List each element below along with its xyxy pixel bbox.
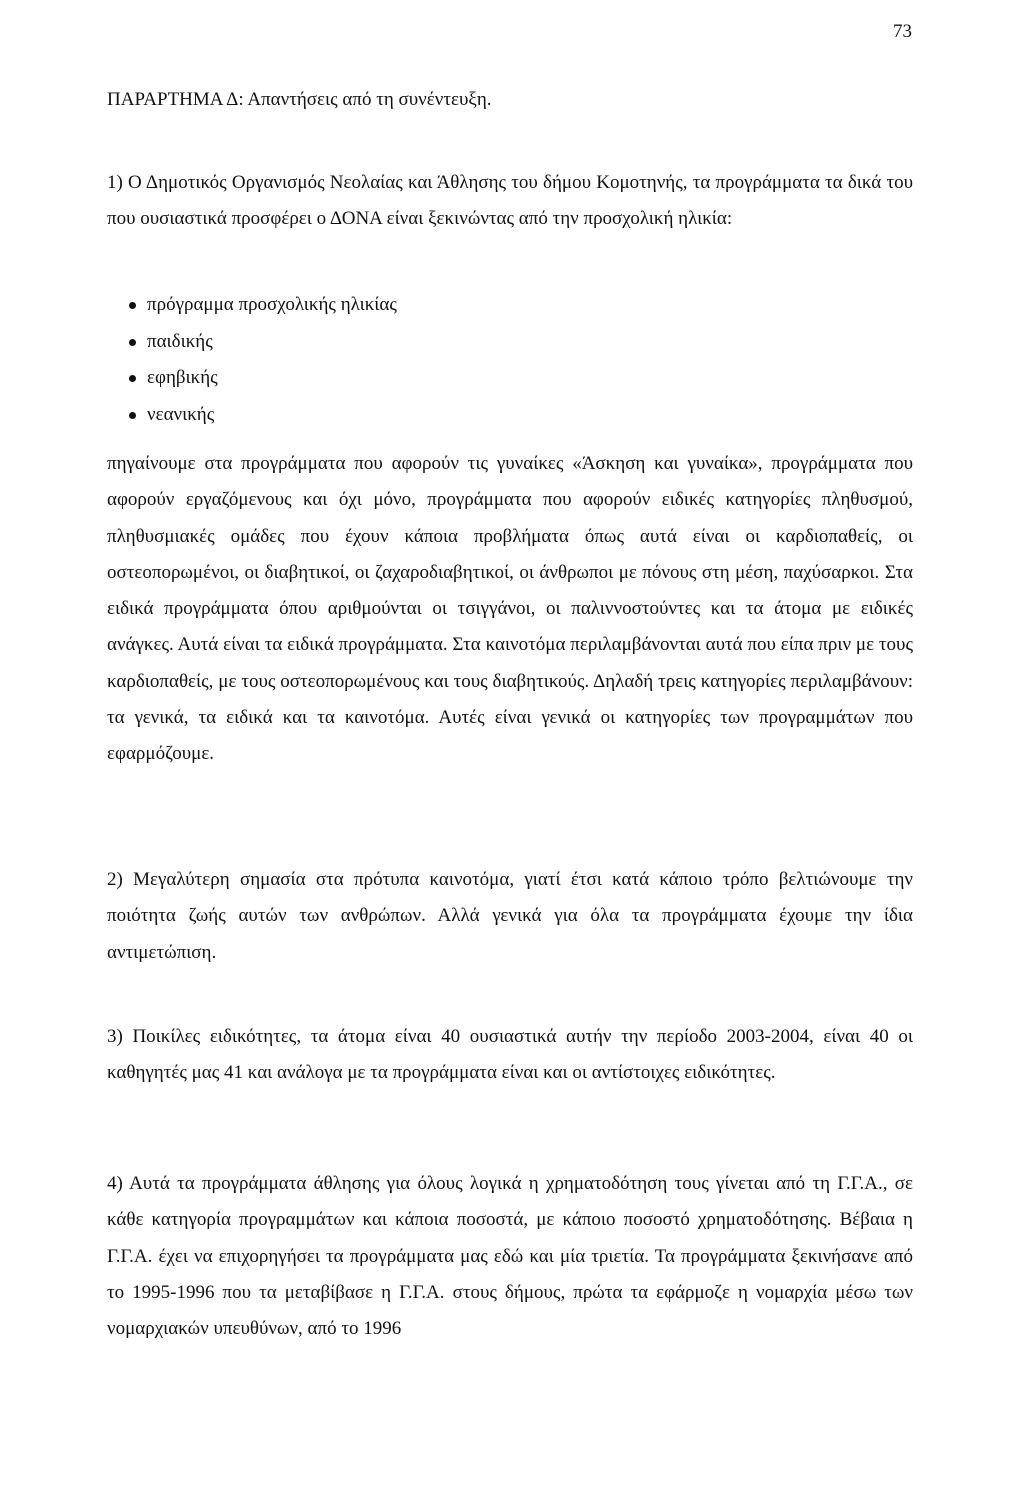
list-item [107,360,913,397]
list-item-text: πρόγραμμα προσχολικής ηλικίας [147,294,397,315]
list-item [107,397,913,434]
list-item [107,324,913,361]
list-item-text: νεανικής [147,403,215,425]
answer-2: 2) Μεγαλύτερη σημασία στα πρότυπα καινοτόμα, γιατί έτσι κατά κάποιο τρόπο βελτιώνουμε την ποιότητα ζωής αυτών των ανθρώπων. Αλλά γενικά για όλα τα προγράμματα έχουμε την ίδια αντιμετώπιση. [107,869,913,963]
appendix-heading: ΠΑΡΑΡΤΗΜΑ Δ: Απαντήσεις από τη συνέντευξη. [107,89,492,110]
answer-1-body: πηγαίνουμε στα προγράμματα που αφορούν τις γυναίκες «Άσκηση και γυναίκα», προγράμματα που αφορούν εργαζόμενους και όχι μόνο, προγράμματα που αφορούν ειδικές κατηγορίες πληθυσμού, πληθυσμιακές ομάδες που έχουν κάποια προβλήματα όπως αυτά είναι οι καρδιοπαθείς, οι οστεοπορωμένοι, οι διαβητικοί, οι ζαχαροδιαβητικοί, οι άνθρωποι με πόνους στη μέση, παχύσαρκοι. Στα ειδικά προγράμματα όπου αριθμούνται οι τσιγγάνοι, οι παλιννοστούντες και τα άτομα με ειδικές ανάγκες. Αυτά είναι τα ειδικά προγράμματα. Στα καινοτόμα περιλαμβάνονται αυτά που είπα πριν με τους καρδιοπαθείς, με τους οστεοπορωμένους και τους διαβητικούς. Δηλαδή τρεις κατηγορίες περιλαμβάνουν: τα γενικά, τα ειδικά και τα καινοτόμα. Αυτές είναι γενικά οι κατηγορίες των προγραμμάτων που εφαρμόζουμε. [107,453,913,765]
page-number: 73 [893,21,912,42]
answer-3: 3) Ποικίλες ειδικότητες, τα άτομα είναι 40 ουσιαστικά αυτήν την περίοδο 2003-2004, είναι 40 οι καθηγητές μας 41 και ανάλογα με τα προγράμματα είναι και οι αντίστοιχες ειδικότητες. [107,1026,913,1084]
bullet-icon [129,339,136,346]
answer-4: 4) Αυτά τα προγράμματα άθλησης για όλους λογικά η χρηματοδότηση τους γίνεται από τη Γ.Γ.Α., σε κάθε κατηγορία προγραμμάτων και κάποια ποσοστά, με κάποιο ποσοστό χρηματοδότησης. Βέβαια η Γ.Γ.Α. έχει να επιχορηγήσει τα προγράμματα μας εδώ και μία τριετία. Τα προγράμματα ξεκινήσανε από το 1995-1996 που τα μεταβίβασε η Γ.Γ.Α. στους δήμους, πρώτα τα εφάρμοζε η νομαρχία μέσω των νομαρχιακών υπευθύνων, από το 1996 [107,1173,913,1340]
bullet-icon [129,375,136,382]
bullet-icon [129,412,136,419]
bullet-icon [129,302,136,309]
age-groups-list [107,287,913,433]
list-item [107,287,913,324]
answer-1-intro: 1) Ο Δημοτικός Οργανισμός Νεολαίας και Άθλησης του δήμου Κομοτηνής, τα προγράμματα τα δικά του που ουσιαστικά προσφέρει ο ΔΟΝΑ είναι ξεκινώντας από την προσχολική ηλικία: [107,172,913,230]
list-item-text: εφηβικής [147,367,218,388]
list-item-text: παιδικής [147,330,213,352]
